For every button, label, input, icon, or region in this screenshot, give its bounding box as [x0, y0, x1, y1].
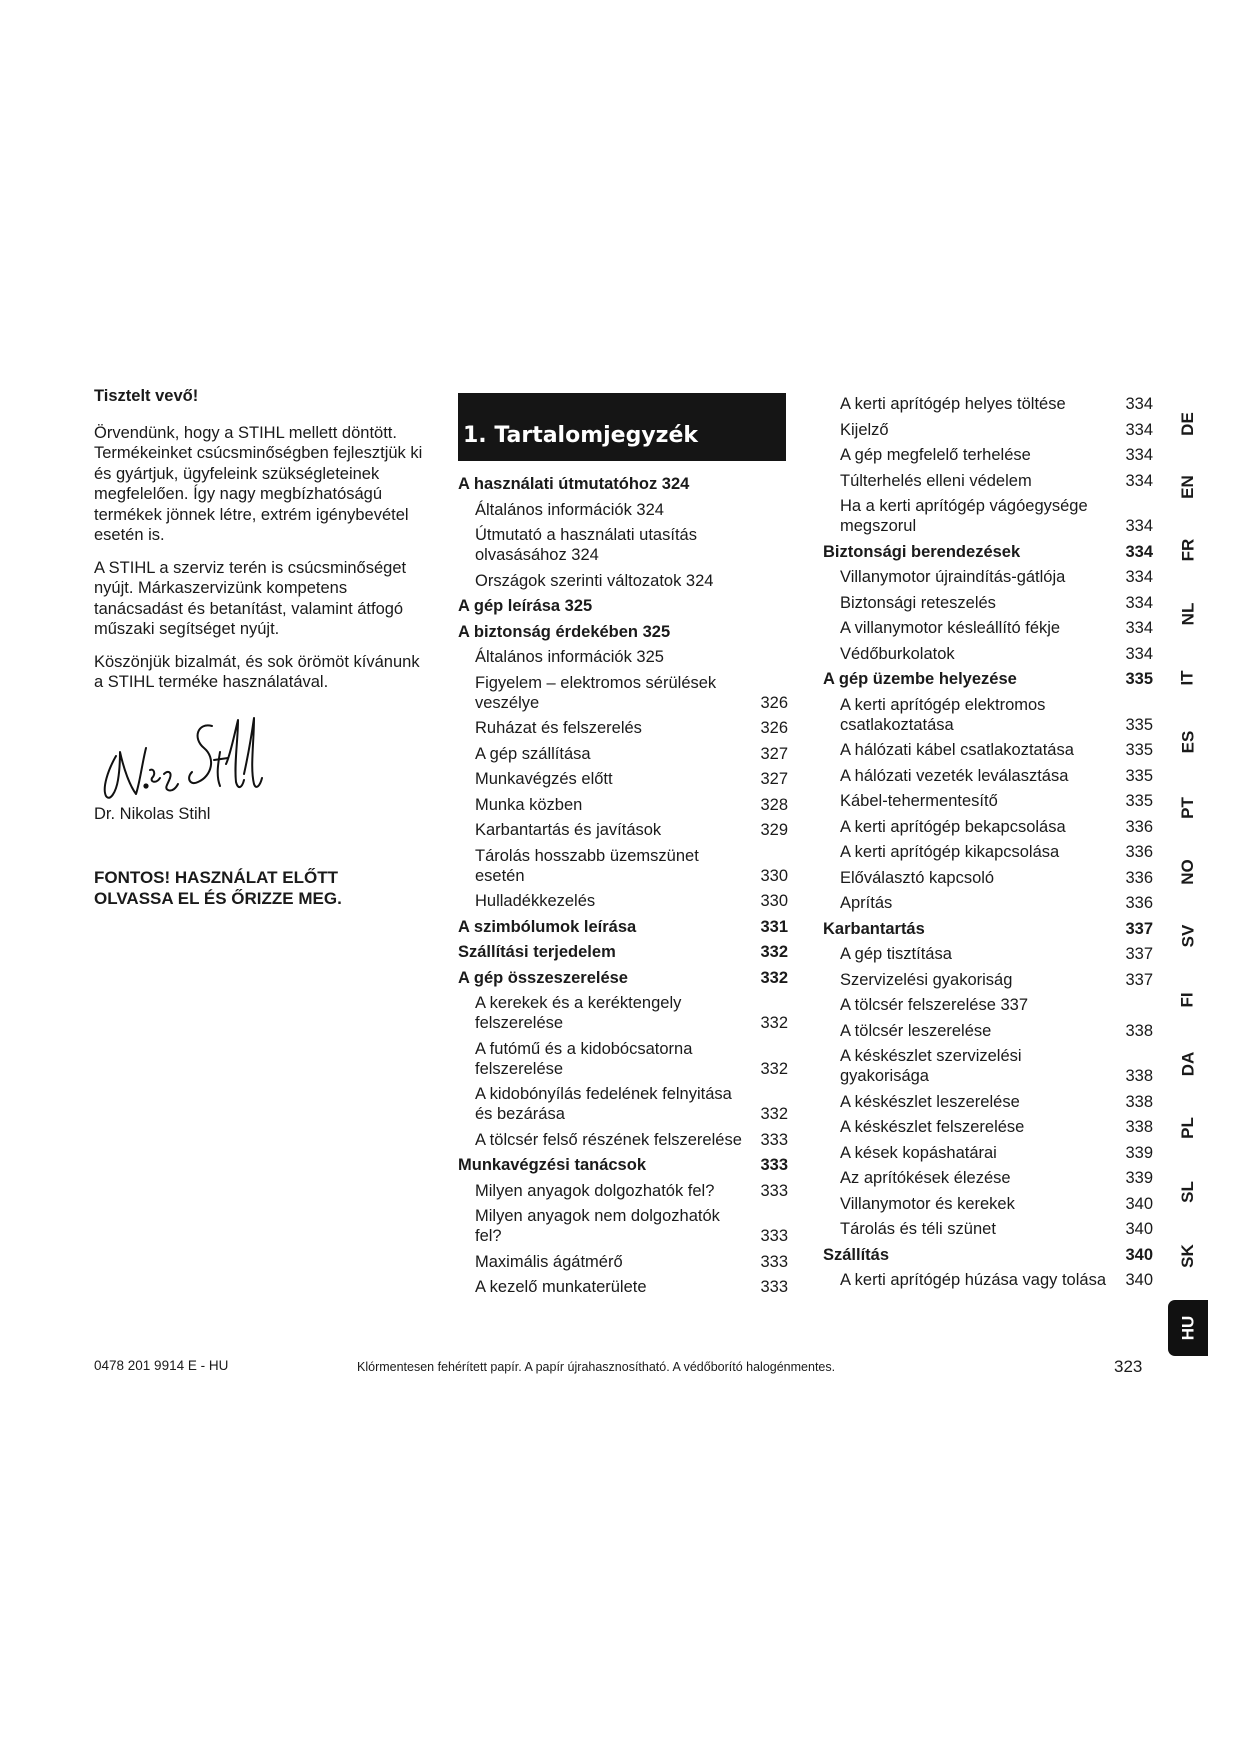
toc-entry-page: 334	[1125, 517, 1153, 535]
toc-entry-title: Általános információk 324	[475, 500, 664, 519]
toc-entry-page: 340	[1125, 1194, 1153, 1213]
lang-tab-label: SK	[1178, 1244, 1197, 1268]
lang-tab-label: EN	[1178, 475, 1197, 499]
toc-entry-title: Munkavégzés előtt	[475, 770, 613, 788]
lang-tab-no[interactable]	[1168, 852, 1208, 892]
toc-entry-title: Kábel-tehermentesítő	[840, 792, 998, 810]
toc-entry-page: 335	[1125, 766, 1153, 785]
toc-entry-title: Biztonsági reteszelés	[840, 593, 996, 612]
toc-entry-title: Munkavégzési tanácsok	[458, 1156, 646, 1174]
lang-tab-label: NL	[1177, 602, 1197, 626]
lang-tab-label: PT	[1177, 797, 1197, 819]
toc-entry[interactable]	[458, 718, 788, 738]
important-notice: FONTOS! HASZNÁLAT ELŐTT OLVASSA EL ÉS ŐRIZZE MEG.	[94, 868, 342, 908]
toc-entry[interactable]	[458, 769, 788, 789]
toc-entry-page: 333	[760, 1130, 788, 1149]
toc-entry-page: 334	[1125, 420, 1153, 439]
lang-tab-hu[interactable]	[1168, 1300, 1208, 1356]
page-number: 323	[1114, 1357, 1143, 1376]
toc-entry-page: 336	[1125, 817, 1153, 836]
toc-entry[interactable]	[823, 995, 1153, 1015]
toc-entry[interactable]	[458, 673, 788, 713]
lang-tab-pl[interactable]	[1168, 1108, 1208, 1148]
toc-entry-title: A gép megfelelő terhelése	[840, 446, 1031, 464]
toc-entry-page: 332	[760, 943, 788, 961]
toc-entry-title: A kidobónyílás fedelének felnyitása és bezárása	[475, 1085, 732, 1123]
toc-entry-page: 335	[1125, 715, 1153, 734]
toc-entry-title: A kerti aprítógép húzása vagy tolása	[840, 1271, 1106, 1289]
toc-entry-title: Aprítás	[840, 894, 893, 912]
toc-entry[interactable]	[458, 846, 788, 886]
toc-entry-title: Szállítási terjedelem	[458, 943, 616, 961]
toc-entry[interactable]	[458, 795, 788, 815]
toc-entry-title: A kerti aprítógép kikapcsolása	[840, 843, 1060, 861]
toc-entry[interactable]	[823, 1117, 1153, 1137]
toc-entry[interactable]	[823, 740, 1153, 760]
toc-column-2	[823, 394, 1153, 1296]
toc-entry-title: A késkészlet leszerelése	[840, 1092, 1020, 1111]
toc-section[interactable]	[458, 474, 788, 494]
toc-entry-title: Hulladékkezelés	[475, 892, 596, 910]
lang-tab-label: DE	[1178, 412, 1197, 436]
toc-entry-page: 333	[760, 1181, 788, 1200]
toc-entry[interactable]	[823, 394, 1153, 414]
toc-entry-page: 327	[760, 770, 788, 788]
toc-entry-page: 328	[760, 795, 788, 814]
toc-entry[interactable]	[458, 744, 788, 764]
toc-section[interactable]	[458, 1155, 788, 1175]
toc-entry-page: 336	[1125, 843, 1153, 861]
toc-entry-title: A biztonság érdekében 325	[458, 622, 671, 641]
toc-entry-page: 338	[1125, 1092, 1153, 1111]
toc-entry-title: Ruházat és felszerelés	[475, 719, 642, 737]
lang-tab-label: NO	[1178, 859, 1197, 885]
toc-entry[interactable]	[823, 766, 1153, 786]
toc-entry-title: Karbantartás és javítások	[475, 821, 662, 839]
toc-entry-page: 335	[1125, 741, 1153, 759]
language-tabs	[1168, 394, 1208, 1354]
toc-entry-page: 336	[1125, 868, 1153, 887]
toc-entry-title: Villanymotor újraindítás-gátlója	[840, 568, 1066, 586]
toc-entry-title: Általános információk 325	[475, 648, 664, 666]
paper-note: Klórmentesen fehérített papír. A papír újrahasznosítható. A védőborító halogénmentes.	[357, 1360, 836, 1374]
toc-entry-title: A használati útmutatóhoz 324	[458, 475, 690, 493]
toc-entry[interactable]	[823, 644, 1153, 664]
toc-entry[interactable]	[823, 893, 1153, 913]
toc-entry[interactable]	[823, 445, 1153, 465]
toc-entry[interactable]	[458, 1039, 788, 1079]
toc-entry[interactable]	[823, 471, 1153, 491]
toc-entry-title: A szimbólumok leírása	[458, 917, 637, 936]
toc-entry-title: Védőburkolatok	[840, 644, 955, 663]
toc-entry-page: 338	[1125, 1118, 1153, 1136]
toc-entry-title: Karbantartás	[823, 919, 925, 938]
toc-entry[interactable]	[458, 1130, 788, 1150]
toc-entry-title: Országok szerinti változatok 324	[475, 571, 714, 590]
toc-entry-page: 333	[760, 1156, 788, 1174]
lang-tab-pt[interactable]	[1168, 788, 1208, 828]
lang-tab-es[interactable]	[1168, 722, 1208, 762]
toc-entry-title: A késkészlet szervizelési gyakorisága	[840, 1047, 1022, 1085]
toc-entry-title: A tölcsér felszerelése 337	[840, 996, 1029, 1014]
toc-entry-title: Milyen anyagok nem dolgozhatók fel?	[475, 1207, 720, 1245]
toc-entry[interactable]	[458, 1084, 788, 1124]
toc-entry[interactable]	[823, 1168, 1153, 1188]
toc-section[interactable]	[823, 669, 1153, 689]
toc-entry[interactable]	[823, 1092, 1153, 1112]
toc-entry-title: Maximális ágátmérő	[475, 1252, 623, 1271]
toc-entry-title: A kerti aprítógép elektromos csatlakoztatása	[840, 695, 1046, 734]
toc-entry-title: Túlterhelés elleni védelem	[840, 471, 1032, 490]
toc-entry-page: 326	[760, 693, 788, 712]
lang-tab-sk[interactable]	[1168, 1236, 1208, 1276]
toc-section[interactable]	[458, 968, 788, 988]
toc-entry-page: 337	[1125, 919, 1153, 938]
lang-tab-fi[interactable]	[1168, 980, 1208, 1020]
toc-entry-title: A kerti aprítógép helyes töltése	[840, 395, 1066, 413]
toc-section[interactable]	[823, 542, 1153, 562]
toc-entry-title: A kerti aprítógép bekapcsolása	[840, 817, 1066, 836]
lang-tab-label: SV	[1178, 924, 1197, 948]
toc-entry[interactable]	[823, 593, 1153, 613]
toc-entry-title: A kerekek és a keréktengely felszerelése	[475, 994, 682, 1032]
lang-tab-nl[interactable]	[1168, 594, 1208, 634]
greeting: Tisztelt vevő!	[94, 387, 199, 405]
toc-entry-page: 339	[1125, 1169, 1153, 1187]
toc-entry[interactable]	[458, 571, 788, 591]
toc-entry-page: 339	[1125, 1143, 1153, 1162]
toc-entry-title: Milyen anyagok dolgozhatók fel?	[475, 1181, 715, 1200]
toc-column-1	[458, 474, 788, 1303]
intro-paragraph-1: Örvendünk, hogy a STIHL mellett döntött. Termékeinket csúcsminőségben fejlesztjük ki és gyártjuk, ügyfeleink szükségleteinek megfelelően. Így nagy megbízhatóságú termékek jönnek létre, extrém igénybevétel esetén is.	[94, 423, 423, 544]
toc-entry-page: 334	[1125, 471, 1153, 490]
toc-entry[interactable]	[823, 1046, 1153, 1086]
lang-tab-label: SL	[1177, 1181, 1197, 1203]
toc-entry[interactable]	[458, 820, 788, 840]
toc-entry-page: 340	[1125, 1245, 1153, 1264]
toc-entry-title: Villanymotor és kerekek	[840, 1194, 1015, 1213]
toc-entry-page: 340	[1125, 1271, 1153, 1289]
toc-entry[interactable]	[823, 1219, 1153, 1239]
toc-entry[interactable]	[823, 817, 1153, 837]
toc-entry-title: Tárolás hosszabb üzemszünet esetén	[475, 846, 699, 885]
toc-entry-title: Az aprítókések élezése	[840, 1169, 1011, 1187]
toc-entry[interactable]	[823, 1194, 1153, 1214]
toc-entry-page: 336	[1125, 894, 1153, 912]
lang-tab-label: FI	[1177, 992, 1197, 1008]
toc-entry[interactable]	[458, 1252, 788, 1272]
toc-entry-title: A futómű és a kidobócsatorna felszerelése	[475, 1039, 693, 1078]
toc-entry-page: 332	[760, 1014, 788, 1032]
toc-entry-page: 340	[1125, 1220, 1153, 1238]
toc-entry[interactable]	[823, 618, 1153, 638]
toc-entry-page: 333	[760, 1278, 788, 1296]
toc-entry-title: Ha a kerti aprítógép vágóegysége megszorul	[840, 497, 1088, 535]
toc-entry[interactable]	[823, 695, 1153, 735]
signer-name: Dr. Nikolas Stihl	[94, 805, 211, 823]
toc-entry-page: 334	[1125, 593, 1153, 612]
signature	[94, 712, 264, 804]
toc-section[interactable]	[458, 917, 788, 937]
lang-tab-en[interactable]	[1168, 467, 1208, 507]
toc-entry-page: 330	[760, 866, 788, 885]
intro-paragraph-3: Köszönjük bizalmát, és sok örömöt kívánunk a STIHL terméke használatával.	[94, 652, 420, 691]
toc-entry-title: Előválasztó kapcsoló	[840, 868, 995, 887]
lang-tab-de[interactable]	[1168, 404, 1208, 444]
intro-letter	[94, 386, 430, 705]
toc-entry-page: 332	[760, 1059, 788, 1078]
document-code: 0478 201 9914 E - HU	[94, 1358, 229, 1373]
toc-entry[interactable]	[458, 993, 788, 1033]
toc-entry-page: 337	[1125, 970, 1153, 989]
toc-entry-page: 332	[760, 968, 788, 987]
toc-entry[interactable]	[458, 1277, 788, 1297]
toc-entry-page: 334	[1125, 619, 1153, 637]
toc-entry-page: 334	[1125, 644, 1153, 663]
toc-entry-title: A gép üzembe helyezése	[823, 670, 1017, 688]
toc-section[interactable]	[458, 942, 788, 962]
toc-entry-page: 329	[760, 821, 788, 839]
toc-entry[interactable]	[458, 891, 788, 911]
toc-entry-title: Figyelem – elektromos sérülések veszélye	[475, 673, 717, 712]
toc-entry-page: 335	[1125, 670, 1153, 688]
toc-entry-title: A gép leírása 325	[458, 597, 593, 615]
toc-entry-page: 337	[1125, 945, 1153, 963]
toc-section[interactable]	[458, 596, 788, 616]
toc-entry-title: A gép tisztítása	[840, 945, 952, 963]
toc-entry-page: 333	[760, 1227, 788, 1245]
toc-entry-page: 330	[760, 892, 788, 910]
toc-entry[interactable]	[823, 1270, 1153, 1290]
toc-entry-title: A gép összeszerelése	[458, 968, 628, 987]
toc-entry-title: Szervizelési gyakoriság	[840, 970, 1013, 989]
toc-entry-title: Útmutató a használati utasítás olvasásához 324	[475, 526, 697, 564]
toc-entry-page: 334	[1125, 446, 1153, 464]
toc-entry-page: 334	[1125, 395, 1153, 413]
lang-tab-label: IT	[1177, 670, 1197, 686]
toc-entry-title: A késkészlet felszerelése	[840, 1118, 1025, 1136]
toc-entry-page: 338	[1125, 1067, 1153, 1085]
lang-tab-fr[interactable]	[1168, 530, 1208, 570]
toc-entry-title: A gép szállítása	[475, 744, 591, 763]
toc-entry-title: Kijelző	[840, 420, 889, 439]
toc-entry-title: A villanymotor késleállító fékje	[840, 619, 1061, 637]
lang-tab-it[interactable]	[1168, 658, 1208, 698]
toc-entry-title: A hálózati vezeték leválasztása	[840, 766, 1069, 785]
toc-entry-title: A kezelő munkaterülete	[475, 1278, 647, 1296]
toc-entry[interactable]	[823, 842, 1153, 862]
toc-entry-title: Szállítás	[823, 1245, 890, 1264]
toc-entry[interactable]	[823, 1021, 1153, 1041]
toc-entry[interactable]	[458, 500, 788, 520]
toc-entry-title: A hálózati kábel csatlakoztatása	[840, 741, 1074, 759]
lang-tab-da[interactable]	[1168, 1044, 1208, 1084]
toc-entry-page: 327	[760, 744, 788, 763]
toc-section[interactable]	[823, 1245, 1153, 1265]
toc-entry-page: 334	[1125, 568, 1153, 586]
lang-tab-label: DA	[1178, 1051, 1197, 1077]
toc-entry[interactable]	[823, 1143, 1153, 1163]
lang-tab-label: FR	[1177, 538, 1197, 562]
toc-entry[interactable]	[823, 791, 1153, 811]
toc-entry-page: 335	[1125, 792, 1153, 810]
toc-entry-page: 333	[760, 1252, 788, 1271]
lang-tab-sl[interactable]	[1168, 1172, 1208, 1212]
intro-paragraph-2: A STIHL a szerviz terén is csúcsminőséget nyújt. Márkaszervizünk kompetens tanácsadást és betanítást, valamint átfogó műszaki segítséget nyújt.	[94, 558, 407, 638]
lang-tab-sv[interactable]	[1168, 916, 1208, 956]
toc-entry-page: 326	[760, 719, 788, 737]
toc-entry-title: Tárolás és téli szünet	[840, 1220, 996, 1238]
toc-entry-page: 331	[760, 917, 788, 936]
toc-entry-title: A kések kopáshatárai	[840, 1143, 997, 1162]
toc-entry[interactable]	[823, 420, 1153, 440]
toc-section[interactable]	[458, 622, 788, 642]
toc-entry[interactable]	[458, 647, 788, 667]
toc-entry[interactable]	[458, 1181, 788, 1201]
toc-entry-page: 332	[760, 1105, 788, 1123]
toc-section[interactable]	[823, 919, 1153, 939]
lang-tab-label: HU	[1178, 1315, 1197, 1341]
toc-entry[interactable]	[458, 1206, 788, 1246]
toc-entry-title: A tölcsér felső részének felszerelése	[475, 1130, 742, 1149]
toc-entry[interactable]	[823, 970, 1153, 990]
toc-entry-page: 338	[1125, 1021, 1153, 1040]
lang-tab-label: PL	[1177, 1117, 1197, 1139]
toc-entry[interactable]	[458, 525, 788, 565]
toc-entry-page: 334	[1125, 542, 1153, 561]
lang-tab-label: ES	[1178, 730, 1197, 754]
toc-entry[interactable]	[823, 944, 1153, 964]
toc-title: 1. Tartalomjegyzék	[458, 393, 786, 461]
toc-entry-title: Munka közben	[475, 795, 583, 814]
toc-entry-title: A tölcsér leszerelése	[840, 1021, 992, 1040]
toc-entry-title: Biztonsági berendezések	[823, 542, 1021, 561]
toc-entry[interactable]	[823, 496, 1153, 536]
toc-entry[interactable]	[823, 567, 1153, 587]
toc-entry[interactable]	[823, 868, 1153, 888]
